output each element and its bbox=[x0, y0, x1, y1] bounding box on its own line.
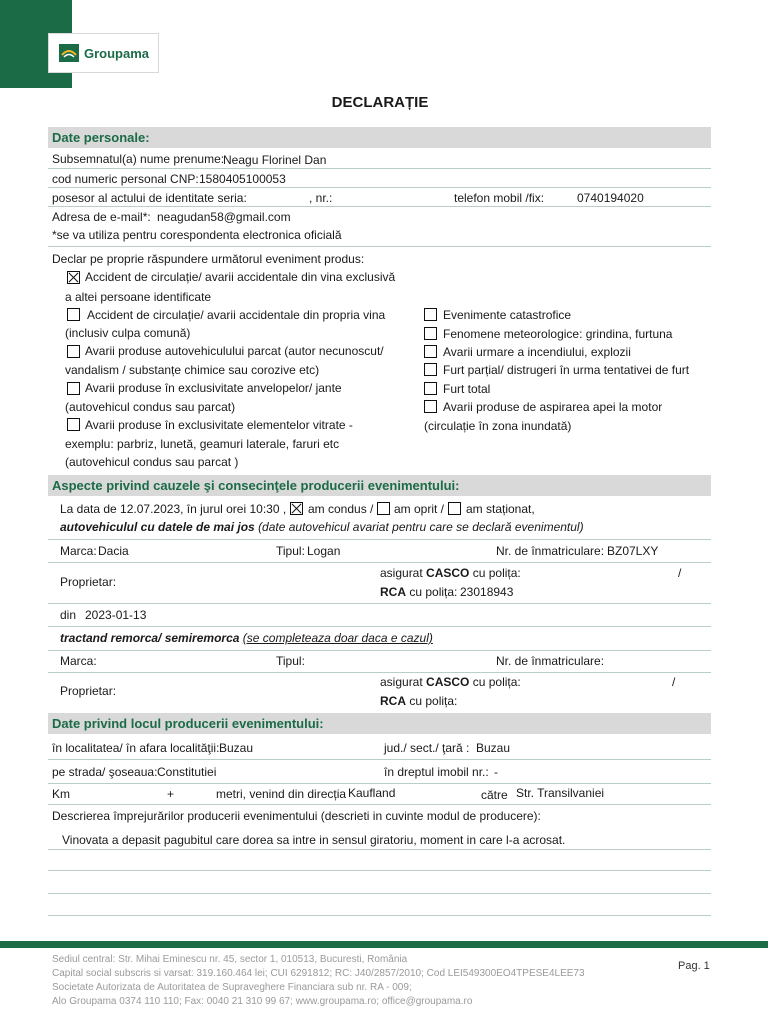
nr-inmatriculare-field[interactable]: BZ07LXY bbox=[607, 544, 659, 558]
divider bbox=[48, 783, 711, 784]
cnp-label: cod numeric personal CNP: bbox=[52, 172, 199, 186]
trailer-rca-polita-label: cu polița: bbox=[409, 694, 458, 708]
section-causes: Aspecte privind cauzele şi consecinţele producerii evenimentului: bbox=[48, 475, 711, 496]
trailer-casco-polita-label: cu polița: bbox=[472, 675, 521, 689]
strada-label: pe strada/ şoseaua: bbox=[52, 765, 158, 779]
event-checkbox-partial-theft[interactable] bbox=[424, 363, 437, 376]
section-location: Date privind locul producerii evenimentului: bbox=[48, 713, 711, 734]
event-option-text: (autovehicul condus sau parcat ) bbox=[65, 455, 239, 469]
divider bbox=[48, 539, 711, 540]
divider bbox=[48, 206, 711, 207]
footer-capital: Capital social subscris si varsat: 319.160.464 lei; CUI 6291812; RC: J40/2857/2010; Cod LEI549300EO4TPESE4LEE73 bbox=[52, 968, 585, 979]
tipul-field[interactable]: Logan bbox=[307, 544, 341, 558]
event-checkbox-catastrophe[interactable] bbox=[424, 308, 437, 321]
phone-label: telefon mobil /fix: bbox=[454, 191, 545, 205]
email-field[interactable]: neagudan58@gmail.com bbox=[157, 210, 291, 224]
footer-contact: Alo Groupama 0374 110 110; Fax: 0040 21 310 99 67; www.groupama.ro; office@groupama.ro bbox=[52, 996, 473, 1007]
din-label: din bbox=[60, 608, 77, 622]
email-note: *se va utiliza pentru corespondenta electronica oficială bbox=[52, 228, 342, 242]
event-checkbox-water[interactable] bbox=[424, 400, 437, 413]
event-checkbox-parked[interactable] bbox=[67, 345, 80, 358]
page-title: DECLARAȚIE bbox=[331, 94, 429, 111]
event-checkbox-weather[interactable] bbox=[424, 327, 437, 340]
localitate-label: în localitatea/ în afara localităţii: bbox=[52, 741, 220, 755]
name-field[interactable]: Neagu Florinel Dan bbox=[223, 153, 327, 167]
event-option-text: exemplu: parbriz, lunetă, geamuri laterale, faruri etc bbox=[65, 437, 340, 451]
descriere-line bbox=[48, 915, 711, 916]
trailer-heading: tractand remorca/ semiremorca bbox=[60, 631, 240, 645]
judet-label: jud./ sect./ ţară : bbox=[384, 741, 470, 755]
event-option-text: Avarii urmare a incendiului, explozii bbox=[443, 345, 631, 359]
trailer-casco-slash: / bbox=[672, 675, 676, 689]
trailer-tipul-label: Tipul: bbox=[276, 654, 305, 668]
asigurat-label: asigurat bbox=[380, 566, 423, 580]
din-field[interactable]: 2023-01-13 bbox=[85, 608, 147, 622]
trailer-nr-label: Nr. de înmatriculare: bbox=[496, 654, 605, 668]
logo-text: Groupama bbox=[84, 45, 150, 61]
divider bbox=[48, 562, 711, 563]
groupama-logo-icon bbox=[59, 44, 79, 62]
directie-field[interactable]: Kaufland bbox=[348, 786, 396, 800]
tipul-label: Tipul: bbox=[276, 544, 305, 558]
event-checkbox-total-theft[interactable] bbox=[424, 382, 437, 395]
footer-bar bbox=[0, 941, 768, 948]
divider bbox=[48, 804, 711, 805]
descriere-line bbox=[48, 893, 711, 894]
event-option-text: Avarii produse autovehiculului parcat (autor necunoscut/ bbox=[85, 344, 384, 358]
event-option-text: (autovehicul condus sau parcat) bbox=[65, 400, 236, 414]
event-option-text: vandalism / substanțe chimice sau corozive etc) bbox=[65, 363, 320, 377]
event-option-text: Furt parțial/ distrugeri în urma tentativei de furt bbox=[443, 363, 690, 377]
descriere-line bbox=[48, 849, 711, 850]
event-option-text: (circulație în zona inundată) bbox=[424, 419, 572, 433]
condus-label: am condus / bbox=[308, 502, 374, 516]
proprietar-label: Proprietar: bbox=[60, 575, 117, 589]
casco-slash: / bbox=[678, 566, 682, 580]
event-option-text: Avarii produse în exclusivitate anvelopelor/ jante bbox=[85, 381, 342, 395]
event-checkbox-glass[interactable] bbox=[67, 418, 80, 431]
rca-label: RCA bbox=[380, 585, 406, 599]
judet-field[interactable]: Buzau bbox=[476, 741, 511, 755]
strada-field[interactable]: Constitutiei bbox=[157, 765, 217, 779]
descriere-field[interactable]: Vinovata a depasit pagubitul care dorea sa intre in sensul giratoriu, moment in care l-a acrosat. bbox=[62, 833, 566, 847]
trailer-marca-label: Marca: bbox=[60, 654, 97, 668]
localitate-field[interactable]: Buzau bbox=[219, 741, 254, 755]
rca-polita-label: cu polița: bbox=[409, 585, 458, 599]
event-option-text: Evenimente catastrofice bbox=[443, 308, 572, 322]
trailer-casco-label: CASCO bbox=[426, 675, 470, 689]
divider bbox=[48, 246, 711, 247]
groupama-logo bbox=[48, 33, 159, 73]
page-number: Pag. 1 bbox=[678, 960, 710, 972]
event-checkbox-accident-own[interactable] bbox=[67, 308, 80, 321]
divider bbox=[48, 672, 711, 673]
rca-polita-field[interactable]: 23018943 bbox=[460, 585, 514, 599]
event-option-text: Avarii produse în exclusivitate elementelor vitrate - bbox=[85, 418, 353, 432]
marca-label: Marca: bbox=[60, 544, 97, 558]
divider bbox=[48, 759, 711, 760]
metri-label: metri, venind din direcția bbox=[216, 787, 347, 801]
casco-label: CASCO bbox=[426, 566, 470, 580]
event-intro: Declar pe proprie răspundere următorul eveniment produs: bbox=[52, 252, 365, 266]
event-checkbox-fire[interactable] bbox=[424, 345, 437, 358]
marca-field[interactable]: Dacia bbox=[98, 544, 129, 558]
trailer-note: (se completeaza doar daca e cazul) bbox=[242, 631, 433, 645]
cnp-field[interactable]: 1580405100053 bbox=[199, 172, 286, 186]
divider bbox=[48, 187, 711, 188]
km-plus: + bbox=[167, 787, 175, 801]
section-personal: Date personale: bbox=[48, 127, 711, 148]
catre-label: către bbox=[481, 788, 508, 802]
casco-polita-label: cu polița: bbox=[472, 566, 521, 580]
event-option-text: Accident de circulație/ avarii accidentale din propria vina bbox=[87, 308, 386, 322]
imobil-field[interactable]: - bbox=[494, 765, 498, 779]
oprit-checkbox[interactable] bbox=[377, 502, 390, 515]
condus-checkbox[interactable] bbox=[290, 502, 303, 515]
catre-field[interactable]: Str. Transilvaniei bbox=[516, 786, 605, 800]
email-label: Adresa de e-mail*: bbox=[52, 210, 151, 224]
event-option-text: (inclusiv culpa comună) bbox=[65, 326, 191, 340]
descriere-label: Descrierea împrejurărilor producerii evenimentului (descrieti in cuvinte modul de producere): bbox=[52, 809, 541, 823]
trailer-rca-label: RCA bbox=[380, 694, 406, 708]
event-option-text: Avarii produse de aspirarea apei la motor bbox=[443, 400, 663, 414]
descriere-line bbox=[48, 870, 711, 871]
footer-authorization: Societate Autorizata de Autoritatea de Supraveghere Financiara sub nr. RA - 009; bbox=[52, 982, 412, 993]
id-label: posesor al actului de identitate seria: bbox=[52, 191, 247, 205]
imobil-label: în dreptul imobil nr.: bbox=[384, 765, 489, 779]
id-nr-label: , nr.: bbox=[309, 191, 333, 205]
name-label: Subsemnatul(a) nume prenume: bbox=[52, 152, 225, 166]
vehicle-note: (date autovehicul avariat pentru care se declară evenimentul) bbox=[258, 520, 584, 534]
divider bbox=[48, 603, 711, 604]
stationat-label: am staționat, bbox=[466, 502, 535, 516]
trailer-asigurat-label: asigurat bbox=[380, 675, 423, 689]
event-checkbox-accident-other[interactable] bbox=[67, 271, 80, 284]
nr-inmatriculare-label: Nr. de înmatriculare: bbox=[496, 544, 605, 558]
divider bbox=[48, 168, 711, 169]
phone-field[interactable]: 0740194020 bbox=[577, 191, 644, 205]
divider bbox=[48, 650, 711, 651]
date-time-text: La data de 12.07.2023, în jurul orei 10:30 , bbox=[60, 502, 287, 516]
event-option-text: a altei persoane identificate bbox=[65, 290, 212, 304]
event-option-text: Furt total bbox=[443, 382, 491, 396]
vehicle-heading: autovehiculul cu datele de mai jos bbox=[60, 520, 255, 534]
km-label: Km bbox=[52, 787, 70, 801]
stationat-checkbox[interactable] bbox=[448, 502, 461, 515]
trailer-proprietar-label: Proprietar: bbox=[60, 684, 117, 698]
event-option-text: Fenomene meteorologice: grindina, furtuna bbox=[443, 327, 673, 341]
event-option-text: Accident de circulație/ avarii accidentale din vina exclusivă bbox=[85, 270, 396, 284]
event-checkbox-tires[interactable] bbox=[67, 382, 80, 395]
footer-address: Sediul central: Str. Mihai Eminescu nr. 45, sector 1, 010513, Bucuresti, România bbox=[52, 954, 408, 965]
divider bbox=[48, 626, 711, 627]
oprit-label: am oprit / bbox=[394, 502, 445, 516]
